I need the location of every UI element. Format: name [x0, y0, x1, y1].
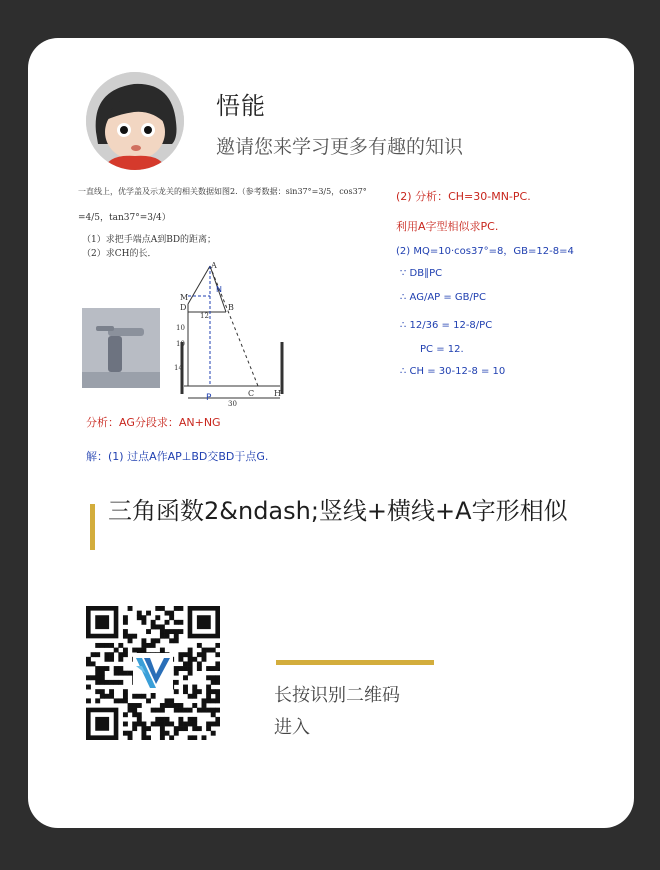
- avatar[interactable]: [86, 72, 184, 170]
- hint-accent-line: [276, 660, 434, 665]
- geometry-diagram: [182, 266, 282, 398]
- qr-code[interactable]: [86, 606, 220, 740]
- label-n: N: [216, 285, 222, 294]
- invite-text: 邀请您来学习更多有趣的知识: [216, 136, 464, 158]
- label-a: A: [211, 261, 217, 270]
- print-line-4: （2）求CH的长．: [82, 249, 157, 259]
- red-note-2: (2) 分析：CH=30-MN-PC.: [396, 190, 531, 203]
- print-line-2: =4/5，tan37°=3/4）: [78, 213, 171, 223]
- qr-code-icon: [86, 606, 220, 740]
- label-10b: 10: [176, 340, 185, 348]
- blue-note-7: ∴ CH = 30-12-8 = 10: [400, 366, 506, 377]
- title-accent-bar: [90, 504, 95, 550]
- label-30: 30: [228, 400, 237, 408]
- share-card: [28, 38, 634, 828]
- blue-note-6: PC = 12.: [420, 344, 464, 355]
- print-line-1: 一直线上，优学盖及示龙关的相关数据如图2.（参考数据：sin37°=3/5，cos37°: [78, 187, 367, 196]
- red-note-1: 分析：AG分段求：AN+NG: [86, 416, 221, 429]
- blue-note-5: ∴ 12/36 = 12-8/PC: [400, 320, 493, 331]
- blue-note-3: ∵ DB∥PC: [400, 268, 443, 279]
- label-12: 12: [200, 312, 209, 320]
- red-note-3: 利用A字型相似求PC.: [396, 220, 499, 233]
- blue-note-1: 解：(1) 过点A作AP⊥BD交BD于点G.: [86, 450, 269, 463]
- content-preview-image[interactable]: [78, 186, 598, 472]
- blue-note-4: ∴ AG/AP = GB/PC: [400, 292, 486, 303]
- blue-note-2: (2) MQ=10·cos37°=8，GB=12-8=4: [396, 246, 574, 257]
- label-p: P: [206, 393, 212, 403]
- preview-canvas: [78, 186, 598, 472]
- article-title: 三角函数2&ndash;竖线+横线+A字形相似: [108, 497, 568, 525]
- label-14: 14: [174, 364, 183, 372]
- cartoon-avatar-icon: [86, 72, 184, 170]
- qr-hint-line-1: 长按识别二维码: [274, 685, 400, 706]
- label-h: H: [274, 389, 281, 398]
- label-10a: 10: [176, 324, 185, 332]
- qr-hint-line-2: 进入: [274, 717, 310, 738]
- print-line-3: （1）求把手端点A到BD的距离；: [82, 235, 217, 245]
- username: 悟能: [216, 92, 266, 120]
- label-d: D: [180, 303, 187, 312]
- label-m: M: [180, 293, 189, 302]
- label-c: C: [248, 389, 255, 398]
- label-b: B: [228, 303, 234, 312]
- faucet-photo: [82, 308, 160, 388]
